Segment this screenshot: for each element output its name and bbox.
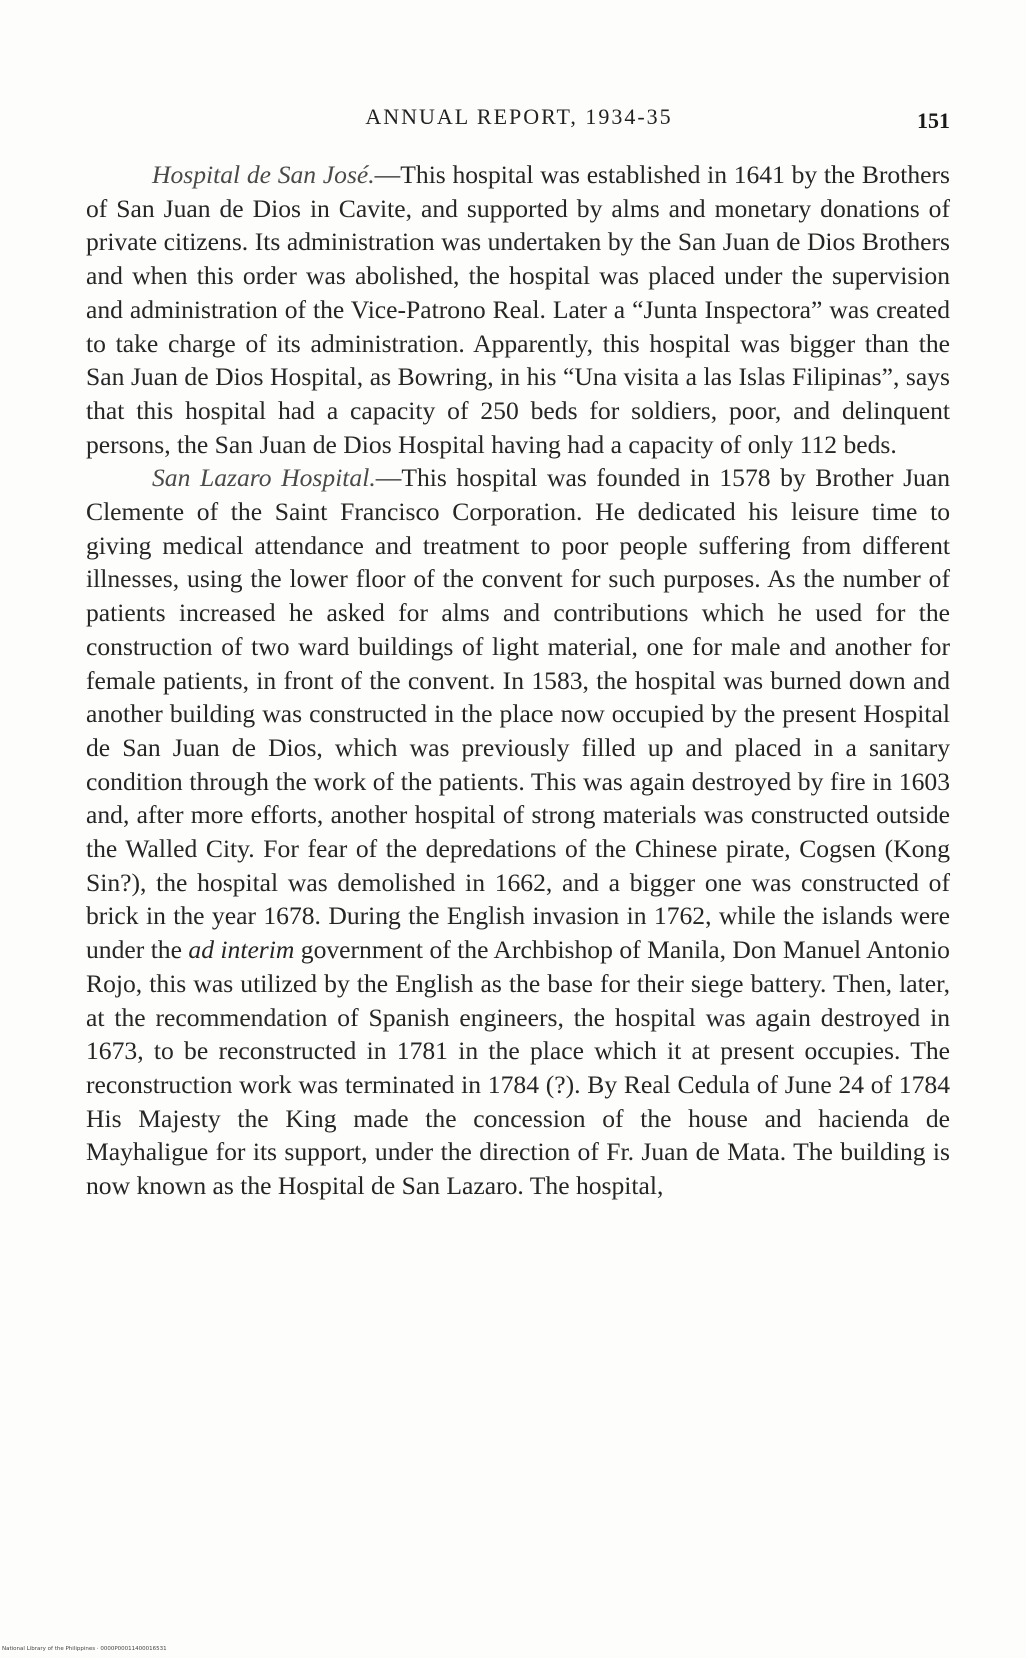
running-title: ANNUAL REPORT, 1934-35 [365, 104, 673, 129]
paragraph-title: San Lazaro Hospital. [152, 463, 376, 493]
italic-phrase: ad interim [188, 935, 295, 965]
paragraph-san-lazaro-hospital [86, 461, 950, 1202]
footer-credit: National Library of the Philippines · 0000P00011400016531 [2, 1646, 167, 1652]
paragraph-text-continued: government of the Archbishop of Manila, Don Manuel Antonio Rojo, this was utilized by the English as the base for their siege battery. Then, later, at the recommendation of Spanish engineers, the hospital was again destroyed in 1673, to be reconstructed in 1781 in the place which it at present occupies. The reconstruction work was terminated in 1784 (?). By Real Cedula of June 24 of 1784 His Majesty the King made the concession of the house and hacienda de Mayhaligue for its support, under the direction of Fr. Juan de Mata. The building is now known as the Hospital de San Lazaro. The hospital, [86, 935, 950, 1201]
body-text [86, 158, 950, 1203]
paragraph-hospital-de-san-jose [86, 158, 950, 461]
paragraph-text: —This hospital was founded in 1578 by Brother Juan Clemente of the Saint Francisco Corporation. He dedicated his leisure time to giving medical attendance and treatment to poor people suffering from different illnesses, using the lower floor of the convent for such purposes. As the number of patients increased he asked for alms and contributions which he used for the construction of two ward buildings of light material, one for male and another for female patients, in front of the convent. In 1583, the hospital was burned down and another building was constructed in the place now occupied by the present Hospital de San Juan de Dios, which was previously filled up and placed in a sanitary condition through the work of the patients. This was again destroyed by fire in 1603 and, after more efforts, another hospital of strong materials was constructed outside the Walled City. For fear of the depredations of the Chinese pirate, Cogsen (Kong Sin?), the hospital was demolished in 1662, and a bigger one was constructed of brick in the year 1678. During the English invasion in 1762, while the islands were under the [86, 463, 950, 965]
paragraph-title: Hospital de San José. [152, 160, 375, 189]
paragraph-text: —This hospital was established in 1641 by the Brothers of San Juan de Dios in Cavite, and supported by alms and monetary donations of private citizens. Its administration was undertaken by the San Juan de Dios Brothers and when this order was abolished, the hospital was placed under the supervision and administration of the Vice-Patrono Real. Later a “Junta Inspectora” was created to take charge of its administration. Apparently, this hospital was bigger than the San Juan de Dios Hospital, as Bowring, in his “Una visita a las Islas Filipinas”, says that this hospital had a capacity of 250 beds for soldiers, poor, and delinquent persons, the San Juan de Dios Hospital having had a capacity of only 112 beds. [86, 160, 950, 459]
running-head [88, 104, 950, 140]
page-number: 151 [917, 108, 950, 133]
